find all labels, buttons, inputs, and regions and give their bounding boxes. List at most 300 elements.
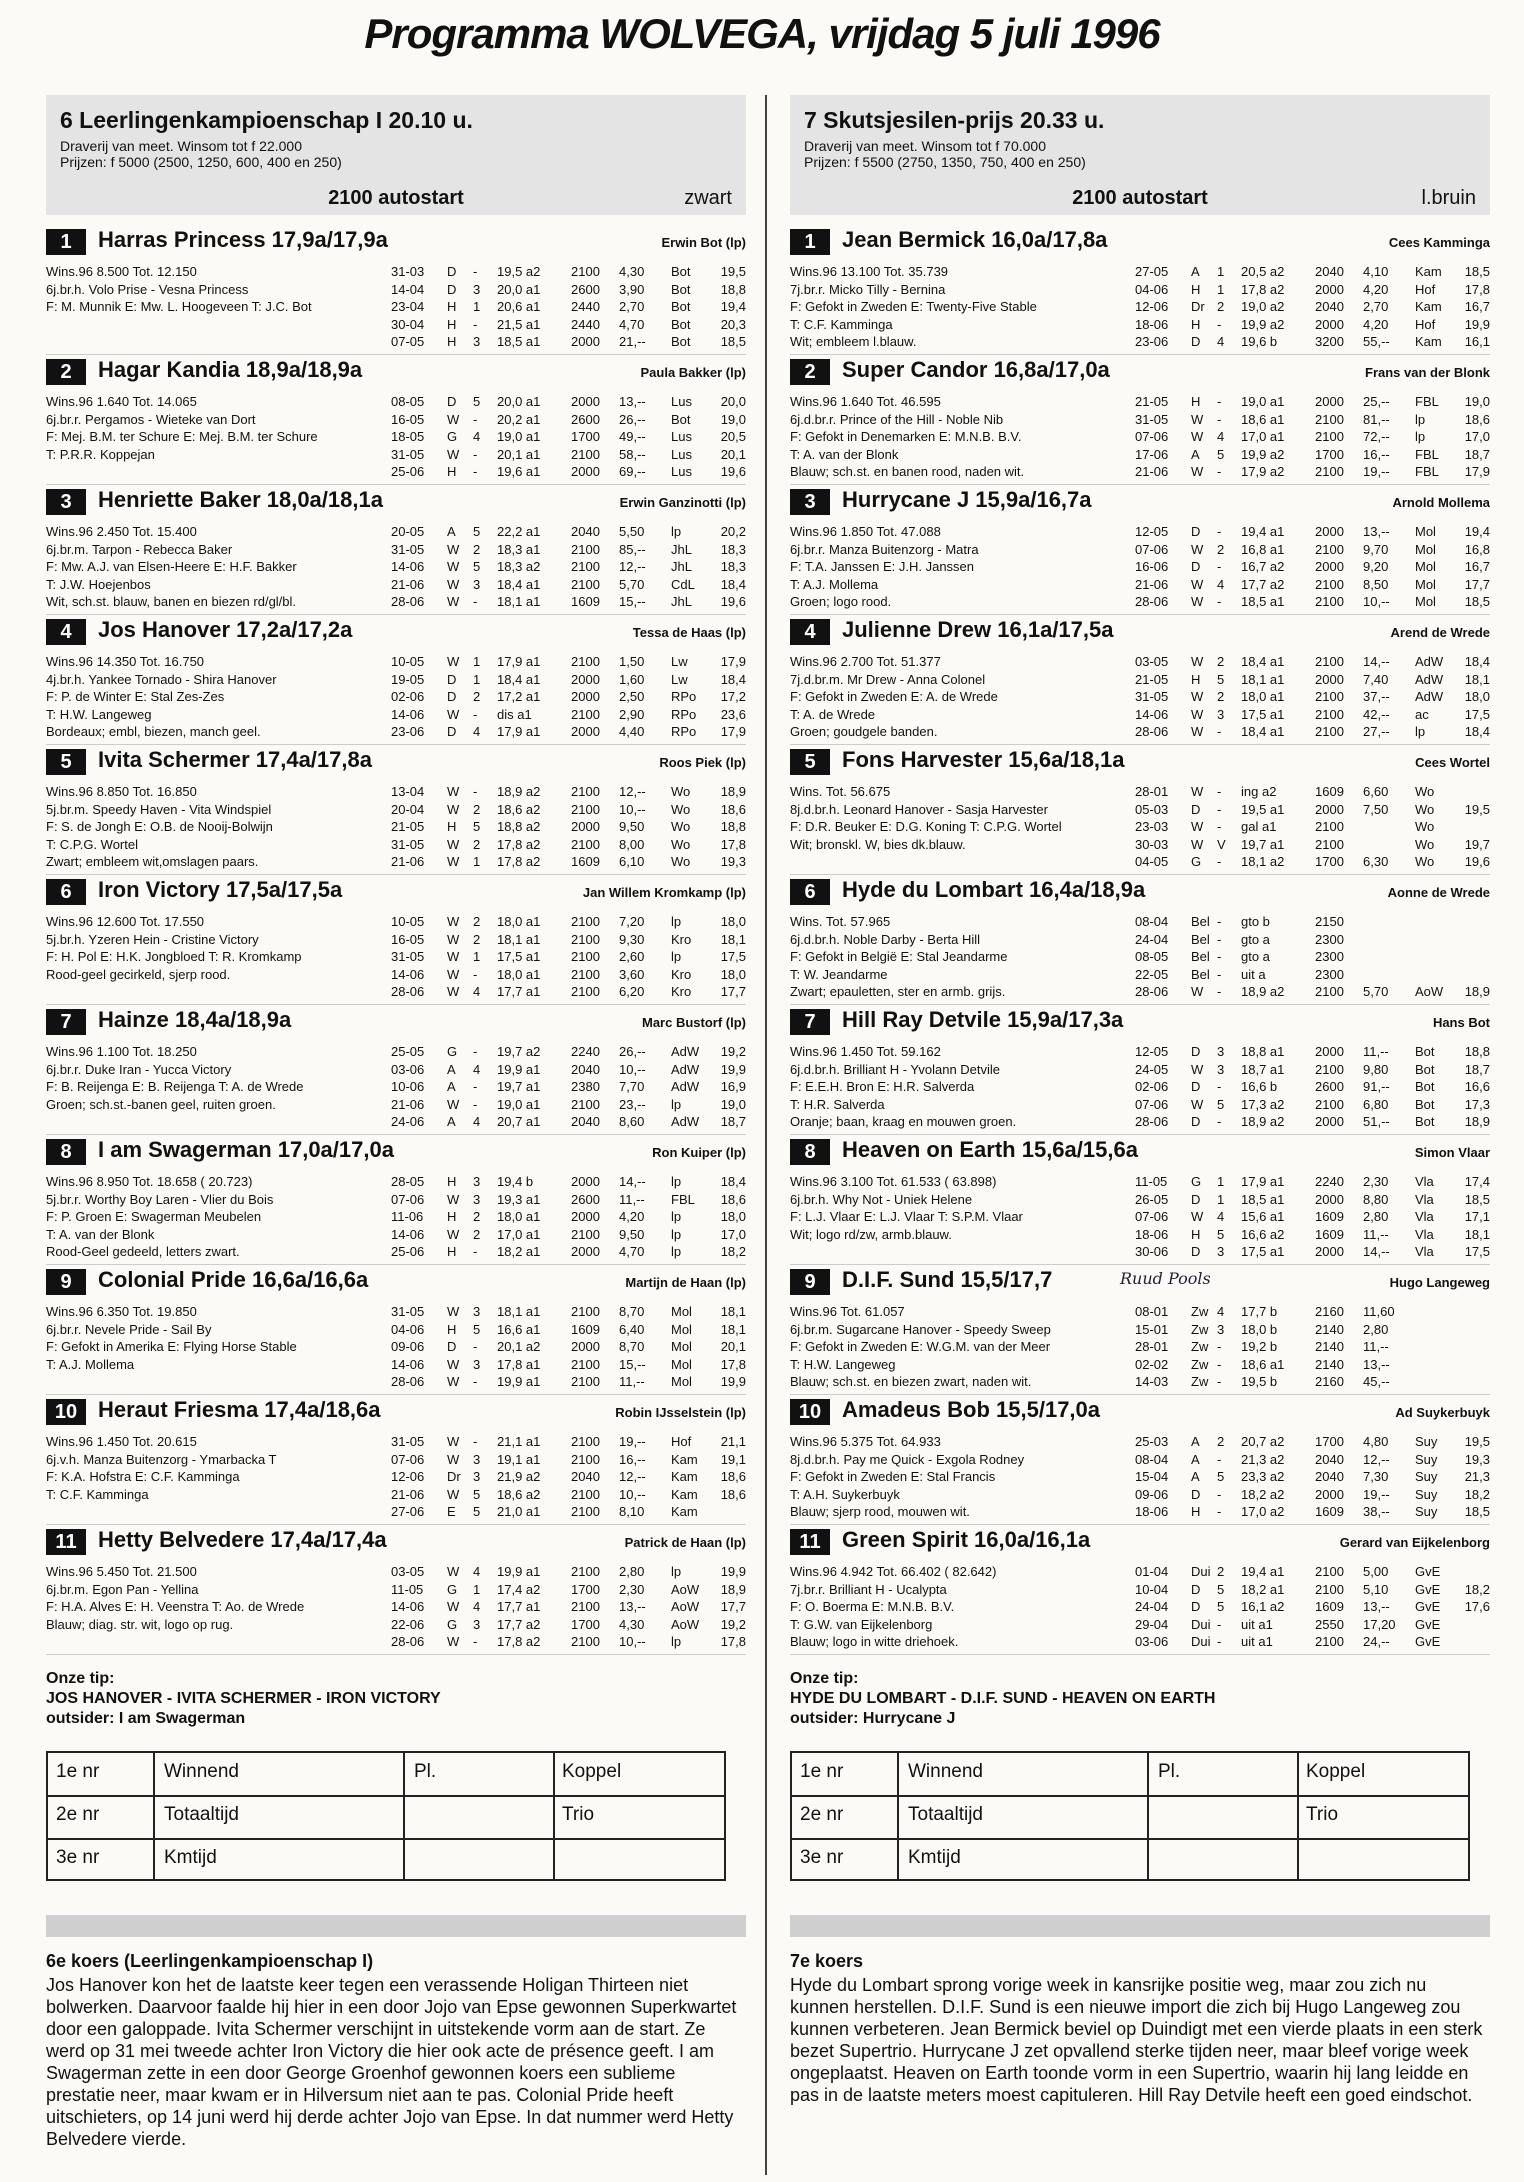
horse-name: Hyde du Lombart 16,4a/18,9a: [842, 877, 1146, 902]
run-cell: 2100: [1315, 1581, 1344, 1597]
run-cell: 17-06: [1135, 446, 1169, 462]
run-cell: A: [447, 1061, 456, 1077]
run-cell: 08-04: [1135, 1451, 1169, 1467]
horse-entry: [790, 619, 1490, 745]
horse-info-line: Blauw; sch.st. en biezen zwart, naden wit.: [790, 1374, 1032, 1389]
run-cell: 7,40: [1363, 671, 1389, 687]
run-row: [1135, 316, 1490, 334]
grid-cell: Trio: [1306, 1804, 1339, 1825]
run-cell: GvE: [1415, 1634, 1441, 1649]
grid-cell: Trio: [562, 1804, 595, 1825]
run-row: [1135, 948, 1490, 966]
run-cell: 16,--: [619, 1451, 646, 1467]
run-cell: 18,5 a1: [1241, 1191, 1285, 1207]
run-cell: H: [447, 464, 457, 479]
horse-info-line: Wins.96 5.375 Tot. 64.933: [790, 1434, 941, 1449]
horse-driver: Erwin Bot (lp): [661, 235, 746, 250]
horse-driver: Simon Vlaar: [1414, 1145, 1490, 1160]
run-cell: -: [473, 706, 478, 722]
run-cell: 18,8 a2: [497, 819, 541, 834]
run-row: [391, 1078, 746, 1096]
run-cell: 2040: [1315, 1451, 1344, 1467]
run-cell: 31-05: [391, 836, 425, 852]
horse-entry: [790, 879, 1490, 1005]
horse-info: [790, 1173, 1130, 1243]
horse-info: [790, 783, 1130, 853]
horse-info-line: Blauw; sjerp rood, mouwen wit.: [790, 1504, 970, 1519]
run-cell: 31-05: [1135, 411, 1169, 427]
run-cell: 19,9 a1: [497, 1374, 541, 1389]
run-cell: 23,3 a2: [1241, 1469, 1285, 1484]
run-cell: 18,5 a1: [497, 334, 541, 349]
run-cell: 2000: [1315, 1244, 1344, 1259]
horse-info-line: F: Gefokt in België E: Stal Jeandarme: [790, 949, 1008, 964]
horse-number: 2: [46, 359, 86, 385]
run-cell: 14-06: [391, 1226, 425, 1242]
horse-name: Ivita Schermer 17,4a/17,8a: [98, 747, 372, 772]
run-row: [1135, 783, 1490, 801]
horse-info-line: Groen; sch.st.-banen geel, ruiten groen.: [46, 1096, 276, 1112]
run-cell: 19,9 a2: [1241, 446, 1285, 462]
run-cell: 08-05: [391, 394, 425, 409]
run-cell: 20,7 a2: [1241, 1434, 1285, 1449]
run-cell: 11,--: [619, 1374, 645, 1389]
run-cell: JhL: [671, 594, 692, 609]
run-cell: 9,70: [1363, 541, 1389, 557]
run-cell: 18,0 a1: [497, 1209, 541, 1224]
run-row: [391, 263, 746, 281]
horse-info-line: T: C.P.G. Wortel: [46, 836, 138, 852]
run-cell: 2100: [1315, 654, 1344, 669]
run-cell: 12,--: [1363, 1451, 1390, 1467]
horse-runs: [391, 263, 746, 351]
run-cell: GvE: [1415, 1581, 1441, 1597]
run-cell: 15,--: [619, 594, 646, 609]
run-cell: [1460, 818, 1490, 836]
run-cell: 5,10: [1363, 1581, 1389, 1597]
run-cell: 07-05: [391, 334, 425, 349]
run-row: [391, 1113, 746, 1131]
run-cell: Bot: [671, 299, 691, 314]
run-cell: Bel: [1191, 931, 1210, 947]
run-cell: D: [1191, 1599, 1201, 1614]
run-row: [391, 706, 746, 724]
horse-entry: [46, 619, 746, 745]
run-cell: 17,9 a1: [497, 724, 541, 739]
horse-driver: Patrick de Haan (lp): [624, 1535, 746, 1550]
run-cell: 2000: [571, 334, 600, 349]
run-cell: 2000: [1315, 281, 1344, 297]
run-cell: W: [447, 1451, 460, 1467]
run-cell: 3: [473, 281, 481, 297]
run-cell: W: [447, 1634, 460, 1649]
run-cell: 17,8 a2: [497, 854, 541, 869]
run-cell: 2000: [571, 464, 600, 479]
run-cell: 13,--: [619, 1599, 646, 1614]
run-cell: 19,4 a1: [1241, 1564, 1285, 1579]
horse-info-line: Wins.96 3.100 Tot. 61.533 ( 63.898): [790, 1174, 997, 1189]
run-cell: 4,10: [1363, 264, 1389, 279]
grid-cell: Winnend: [164, 1761, 239, 1782]
run-cell: 11,--: [1363, 1339, 1389, 1354]
run-cell: 09-06: [1135, 1486, 1169, 1502]
horse-header: [46, 619, 746, 647]
run-cell: 18,1 a1: [1241, 671, 1285, 687]
run-cell: 31-05: [391, 1304, 425, 1319]
run-cell: 5,00: [1363, 1564, 1389, 1579]
run-cell: 27-06: [391, 1504, 425, 1519]
grid-cell: 1e nr: [56, 1761, 100, 1782]
run-row: [1135, 463, 1490, 481]
run-cell: 01-04: [1135, 1564, 1169, 1579]
run-cell: ac: [1415, 706, 1429, 722]
horse-driver: Arnold Mollema: [1392, 495, 1490, 510]
tip-text: JOS HANOVER - IVITA SCHERMER - IRON VICTORY: [46, 1690, 441, 1707]
run-row: [391, 1096, 746, 1114]
run-cell: 3: [1217, 1044, 1225, 1059]
run-cell: 19,4 b: [497, 1174, 534, 1189]
run-cell: AdW: [671, 1044, 700, 1059]
horse-info-line: Wit; bronskl. W, bies dk.blauw.: [790, 836, 966, 852]
run-cell: 23,--: [619, 1096, 646, 1112]
run-cell: 10-06: [391, 1079, 425, 1094]
horse-driver: Marc Bustorf (lp): [642, 1015, 746, 1030]
run-cell: 18,0: [720, 966, 746, 982]
run-cell: G: [447, 429, 458, 444]
run-cell: [1363, 931, 1415, 949]
run-cell: 14,--: [1363, 1244, 1390, 1259]
horse-runs: [1135, 1043, 1490, 1131]
run-row: [1135, 1503, 1490, 1521]
run-cell: lp: [1415, 429, 1426, 444]
run-cell: 18,3: [720, 541, 746, 557]
run-cell: AdW: [671, 1114, 700, 1129]
run-cell: 19,0 a1: [1241, 394, 1285, 409]
run-cell: 17,9 a1: [497, 654, 541, 669]
run-cell: 20,1 a2: [497, 1339, 541, 1354]
run-cell: 2440: [571, 316, 600, 332]
run-cell: 29-04: [1135, 1616, 1169, 1632]
run-cell: 18,7 a1: [1241, 1061, 1285, 1077]
run-cell: [1460, 1563, 1490, 1581]
horse-info-line: 5j.br.m. Speedy Haven - Vita Windspiel: [46, 801, 272, 817]
run-cell: -: [1217, 464, 1222, 479]
grid-cell: 2e nr: [800, 1804, 844, 1825]
run-cell: 25-05: [391, 1044, 425, 1059]
run-cell: 11-06: [391, 1209, 424, 1224]
run-cell: 19,3 a1: [497, 1191, 541, 1207]
run-cell: 4,70: [619, 316, 645, 332]
run-cell: 2000: [1315, 394, 1344, 409]
run-cell: 18-06: [1135, 1504, 1169, 1519]
run-cell: GvE: [1415, 1564, 1441, 1579]
run-row: [391, 1563, 746, 1581]
run-cell: 72,--: [1363, 429, 1390, 444]
horse-entry: [790, 229, 1490, 355]
run-cell: 2,70: [1363, 299, 1389, 314]
run-cell: 2100: [571, 931, 600, 947]
run-cell: 19,7 a2: [497, 1044, 541, 1059]
run-cell: W: [1191, 724, 1204, 739]
horse-info-line: T: A. de Wrede: [790, 706, 876, 722]
run-cell: H: [1191, 1504, 1201, 1519]
run-cell: 2600: [571, 1191, 600, 1207]
run-cell: JhL: [671, 559, 692, 574]
run-cell: lp: [671, 1174, 682, 1189]
run-cell: 19,6: [720, 594, 746, 609]
run-row: [1135, 1433, 1490, 1451]
run-cell: 31-05: [391, 949, 425, 964]
horse-header: [790, 1009, 1490, 1037]
run-cell: 16,6 b: [1241, 1079, 1278, 1094]
horse-info-line: F: Mej. B.M. ter Schure E: Mej. B.M. ter Schure: [46, 429, 318, 444]
run-cell: 11,60: [1363, 1304, 1395, 1319]
run-cell: Zw: [1191, 1339, 1209, 1354]
horse-info-line: T: C.F. Kamminga: [790, 316, 893, 332]
run-cell: 21-06: [391, 854, 425, 869]
run-cell: 19,4: [1464, 524, 1490, 539]
run-cell: 18,0 a1: [497, 914, 541, 929]
run-cell: 18,7: [1464, 1061, 1490, 1077]
run-cell: [1415, 913, 1460, 931]
run-cell: 17,2: [720, 689, 746, 704]
run-cell: 17,2 a1: [497, 689, 541, 704]
run-cell: 19,9: [720, 1374, 746, 1389]
run-cell: 18,1: [720, 1321, 746, 1337]
run-row: [391, 653, 746, 671]
run-cell: 31-05: [391, 541, 425, 557]
handwritten-note: Ruud Pools: [1120, 1269, 1211, 1288]
run-cell: 24-04: [1135, 931, 1169, 947]
horse-driver: Hans Bot: [1432, 1015, 1490, 1030]
horse-info-line: 6j.br.m. Sugarcane Hanover - Speedy Sweep: [790, 1321, 1051, 1337]
run-cell: -: [1217, 1634, 1222, 1649]
run-cell: 18,1 a2: [1241, 854, 1285, 869]
run-cell: 1609: [1315, 784, 1344, 799]
horse-list: [790, 229, 1490, 1655]
run-cell: 09-06: [391, 1339, 425, 1354]
run-cell: 19,4: [720, 299, 746, 314]
run-row: [1135, 1616, 1490, 1634]
run-cell: 14-03: [1135, 1374, 1169, 1389]
run-cell: 28-06: [391, 1374, 425, 1389]
run-cell: Mol: [671, 1356, 692, 1372]
run-cell: JhL: [671, 541, 692, 557]
run-cell: 4: [1217, 1209, 1225, 1224]
run-cell: 3200: [1315, 334, 1344, 349]
run-cell: W: [447, 784, 460, 799]
horse-name: Green Spirit 16,0a/16,1a: [842, 1527, 1091, 1552]
run-cell: 2: [473, 541, 481, 557]
horse-name: Colonial Pride 16,6a/16,6a: [98, 1267, 369, 1292]
run-cell: 19,9: [720, 1061, 746, 1077]
horse-entry: [46, 1529, 746, 1655]
run-cell: 4: [473, 429, 481, 444]
run-row: [1135, 671, 1490, 689]
horse-entry: [790, 1399, 1490, 1525]
run-cell: uit a: [1241, 966, 1266, 982]
horse-info: [46, 263, 386, 316]
run-cell: 6,40: [619, 1321, 645, 1337]
run-cell: -: [473, 446, 478, 462]
run-cell: 9,20: [1363, 559, 1389, 574]
run-cell: 4,40: [619, 724, 645, 739]
run-row: [1135, 428, 1490, 446]
run-row: [391, 948, 746, 966]
horse-info-line: Wins.96 8.500 Tot. 12.150: [46, 264, 197, 279]
horse-info-line: Oranje; baan, kraag en mouwen groen.: [790, 1114, 1017, 1129]
run-row: [1135, 393, 1490, 411]
race-color: zwart: [684, 187, 732, 209]
run-cell: 18,4: [720, 576, 746, 592]
horse-info-line: Wins.96 4.942 Tot. 66.402 ( 82.642): [790, 1564, 997, 1579]
run-row: [391, 281, 746, 299]
horse-info-line: 6j.d.br.h. Noble Darby - Berta Hill: [790, 931, 981, 947]
horse-driver: Ad Suykerbuyk: [1395, 1405, 1490, 1420]
run-cell: 13,--: [1363, 524, 1390, 539]
horse-header: [46, 1009, 746, 1037]
run-cell: AdW: [1415, 671, 1444, 687]
run-cell: 8,60: [619, 1114, 645, 1129]
run-cell: [1415, 948, 1460, 966]
race-condition-line: Draverij van meet. Winsom tot f 70.000: [804, 138, 1046, 154]
horse-info-line: F: Gefokt in Zweden E: W.G.M. van der Meer: [790, 1339, 1051, 1354]
tip-block: [46, 1669, 746, 1729]
run-cell: 2: [473, 1226, 481, 1242]
run-cell: Suy: [1415, 1469, 1438, 1484]
horse-info: [790, 1303, 1130, 1391]
horse-info-line: 6j.br.r. Manza Buitenzorg - Matra: [790, 541, 979, 557]
horse-info-line: F: E.E.H. Bron E: H.R. Salverda: [790, 1079, 975, 1094]
race-distance: 2100 autostart: [1072, 187, 1208, 209]
run-cell: 2000: [1315, 1114, 1344, 1129]
run-cell: Bot: [671, 334, 691, 349]
run-cell: 2000: [1315, 1044, 1344, 1059]
run-cell: 19,3: [720, 854, 746, 869]
horse-info-line: 8j.d.br.h. Pay me Quick - Exgola Rodney: [790, 1451, 1025, 1467]
run-cell: H: [447, 1321, 457, 1337]
run-cell: [1415, 931, 1460, 949]
run-row: [1135, 1338, 1490, 1356]
run-cell: Mol: [671, 1374, 692, 1389]
run-cell: 02-06: [391, 689, 425, 704]
horse-name: Iron Victory 17,5a/17,5a: [98, 877, 343, 902]
run-cell: 18,4: [1464, 654, 1490, 669]
run-cell: 18,0: [1464, 689, 1490, 704]
horse-header: [790, 229, 1490, 257]
run-cell: 18,5: [1464, 264, 1490, 279]
run-row: [391, 463, 746, 481]
horse-number: 1: [46, 229, 86, 255]
run-cell: 17,9 a1: [1241, 1174, 1285, 1189]
horse-number: 7: [46, 1009, 86, 1035]
run-cell: 4: [473, 1564, 481, 1579]
run-cell: 3: [473, 334, 481, 349]
run-cell: FBL: [1415, 394, 1439, 409]
horse-info: [46, 653, 386, 741]
run-row: [1135, 541, 1490, 559]
run-cell: H: [447, 334, 457, 349]
run-cell: 31-05: [1135, 689, 1169, 704]
run-cell: 3: [473, 1356, 481, 1372]
run-cell: Mol: [1415, 559, 1436, 574]
horse-number: 11: [790, 1529, 830, 1555]
horse-driver: Ron Kuiper (lp): [652, 1145, 746, 1160]
horse-entry: [46, 1009, 746, 1135]
horse-name: Jean Bermick 16,0a/17,8a: [842, 227, 1108, 252]
run-cell: -: [1217, 914, 1222, 929]
run-row: [1135, 688, 1490, 706]
run-cell: W: [447, 446, 460, 462]
run-cell: W: [1191, 429, 1204, 444]
run-cell: -: [473, 1434, 478, 1449]
horse-driver: Martijn de Haan (lp): [625, 1275, 746, 1290]
run-cell: 1609: [1315, 1599, 1344, 1614]
race-7-column: [790, 95, 1490, 2106]
race-condition-line: Prijzen: f 5500 (2750, 1350, 750, 400 en 250): [804, 154, 1086, 170]
run-cell: 1: [473, 949, 481, 964]
column-divider: [765, 95, 767, 2175]
run-cell: 17,3 a2: [1241, 1096, 1285, 1112]
run-cell: 2: [473, 914, 481, 929]
run-cell: Wo: [671, 801, 691, 817]
run-cell: 22-06: [391, 1616, 425, 1632]
run-cell: -: [1217, 1451, 1222, 1467]
run-cell: 2100: [1315, 429, 1344, 444]
run-cell: 17,8: [720, 1356, 746, 1372]
run-cell: 8,00: [619, 836, 645, 852]
run-cell: Kro: [671, 984, 692, 999]
run-row: [391, 523, 746, 541]
run-cell: 2,50: [619, 689, 645, 704]
run-cell: 2: [1217, 1434, 1225, 1449]
run-cell: 2100: [571, 1486, 600, 1502]
run-cell: 16,7: [1464, 559, 1490, 574]
horse-entry: [46, 1139, 746, 1265]
run-cell: 38,--: [1363, 1504, 1390, 1519]
grid-line: [553, 1753, 555, 1879]
grid-line: [792, 1795, 1468, 1797]
run-cell: 2100: [571, 541, 600, 557]
run-cell: -: [1217, 819, 1222, 834]
run-cell: 21,0 a1: [497, 1504, 541, 1519]
horse-info-line: T: H.W. Langeweg: [46, 706, 152, 722]
run-cell: 3,90: [619, 281, 645, 297]
horse-info-line: 6j.br.m. Tarpon - Rebecca Baker: [46, 541, 233, 557]
run-cell: 12-05: [1135, 524, 1169, 539]
grid-line: [48, 1838, 724, 1840]
run-cell: AdW: [1415, 654, 1444, 669]
run-cell: 15,6 a1: [1241, 1209, 1285, 1224]
run-cell: 13,--: [1363, 1599, 1390, 1614]
run-cell: 2380: [571, 1079, 600, 1094]
run-cell: -: [1217, 394, 1222, 409]
run-cell: lp: [671, 1244, 682, 1259]
run-cell: 5: [473, 1486, 481, 1502]
horse-driver: Hugo Langeweg: [1389, 1275, 1490, 1290]
run-row: [391, 913, 746, 931]
run-cell: 2100: [1315, 411, 1344, 427]
run-cell: 5: [1217, 1469, 1225, 1484]
run-cell: 20,5: [720, 429, 746, 444]
run-cell: 21-06: [1135, 576, 1169, 592]
run-cell: W: [1191, 576, 1204, 592]
run-cell: 21-06: [391, 1486, 425, 1502]
run-row: [391, 1486, 746, 1504]
tip-outsider: outsider: Hurrycane J: [790, 1710, 956, 1727]
run-row: [391, 1468, 746, 1486]
horse-info-line: Wins.96 2.450 Tot. 15.400: [46, 524, 197, 539]
